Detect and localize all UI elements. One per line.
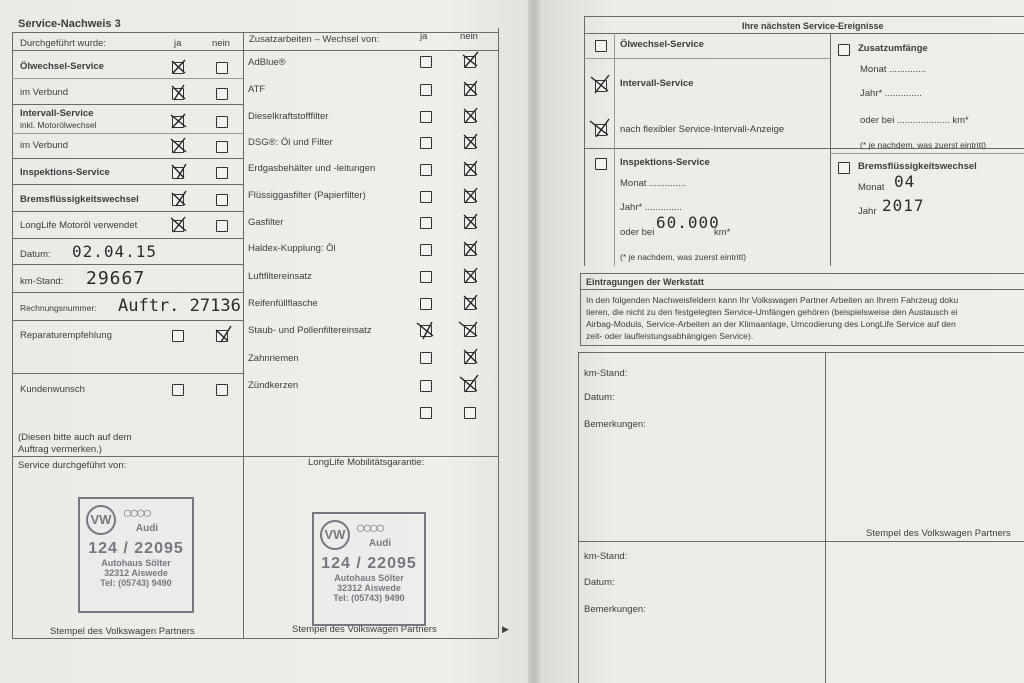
service-inspektion: Inspektions-Service: [20, 167, 110, 178]
checkbox-intervall-ja[interactable]: [172, 116, 184, 128]
checkbox-extra-12-ja[interactable]: [420, 380, 432, 392]
checkbox-zusatz-next[interactable]: [838, 44, 850, 56]
checkbox-extra-3-ja[interactable]: [420, 137, 432, 149]
rechnung-value: Auftr. 27136: [118, 296, 241, 316]
extra-6: Gasfilter: [248, 217, 284, 228]
checkbox-longlife-nein[interactable]: [216, 220, 228, 232]
checkbox-extra-0-ja[interactable]: [420, 56, 432, 68]
checkbox-extra-7-nein[interactable]: [464, 244, 476, 256]
service-brems: Bremsflüssigkeitswechsel: [20, 194, 139, 205]
checkbox-extra-6-nein[interactable]: [464, 217, 476, 229]
zusatz-oder-bei: oder bei .................... km*: [860, 115, 969, 126]
checkbox-oel-verbund-nein[interactable]: [216, 88, 228, 100]
service-oelwechsel: Ölwechsel-Service: [20, 61, 104, 72]
checkbox-extra-3-nein[interactable]: [464, 137, 476, 149]
checkbox-inspektion-ja[interactable]: [172, 167, 184, 179]
checkbox-longlife-ja[interactable]: [172, 220, 184, 232]
vw-logo-icon: VW: [320, 520, 350, 550]
col-header-extras-yes: ja: [420, 31, 428, 42]
checkbox-extra-13-nein[interactable]: [464, 407, 476, 419]
km-label: km-Stand:: [20, 276, 64, 287]
zusatz-nachdem: (* je nachdem, was zuerst eintritt): [860, 140, 987, 150]
checkbox-reparatur-ja[interactable]: [172, 330, 184, 342]
next-flex-label: nach flexibler Service-Intervall-Anzeige: [620, 124, 785, 135]
next-oel-label: Ölwechsel-Service: [620, 39, 704, 50]
arrow-icon: ▶: [502, 624, 509, 634]
col-header-extras-no: nein: [460, 31, 478, 42]
book-gutter: [528, 0, 540, 683]
kundenwunsch-label: Kundenwunsch: [20, 384, 85, 395]
entry1-datum-label: Datum:: [584, 392, 615, 403]
checkbox-intervall-next[interactable]: [595, 80, 607, 92]
checkbox-extra-8-nein[interactable]: [464, 271, 476, 283]
checkbox-extra-11-ja[interactable]: [420, 352, 432, 364]
rechnung-label: Rechnungsnummer:: [20, 303, 97, 313]
checkbox-brems-next[interactable]: [838, 162, 850, 174]
checkbox-brems-ja[interactable]: [172, 194, 184, 206]
checkbox-extra-1-ja[interactable]: [420, 84, 432, 96]
insp-jahr: Jahr* ..............: [620, 202, 682, 213]
dealer-stamp-2: VW ○○○○ Audi 124 / 22095 Autohaus Sölter 32312 Aiswede Tel: (05743) 9490: [312, 512, 426, 626]
checkbox-extra-12-nein[interactable]: [464, 380, 476, 392]
checkbox-extra-4-ja[interactable]: [420, 164, 432, 176]
checkbox-extra-2-nein[interactable]: [464, 111, 476, 123]
werkstatt-text-4: zeit- oder laufleistungsabhängigen Service).: [586, 331, 754, 341]
checkbox-extra-9-ja[interactable]: [420, 298, 432, 310]
next-inspektion-label: Inspektions-Service: [620, 157, 710, 168]
werkstatt-text-1: In den folgenden Nachweisfeldern kann Ihr Volkswagen Partner Arbeiten an Ihrem Fahrzeug doku: [586, 295, 959, 305]
brems-monat-value: 04: [894, 172, 916, 191]
extra-11: Zahnriemen: [248, 353, 299, 364]
extra-3: DSG®: Öl und Filter: [248, 137, 333, 148]
checkbox-extra-1-nein[interactable]: [464, 84, 476, 96]
page-title: Service-Nachweis 3: [18, 18, 121, 30]
extra-0: AdBlue®: [248, 57, 286, 68]
werkstatt-text-2: tieren, die nicht zu den festgelegten Service-Umfängen gehören (beispielsweise den Austausch ei: [586, 307, 958, 317]
next-brems-label: Bremsflüssigkeitswechsel: [858, 161, 977, 172]
datum-label: Datum:: [20, 249, 51, 260]
insp-nachdem: (* je nachdem, was zuerst eintritt): [620, 252, 747, 262]
extra-9: Reifenfüllflasche: [248, 298, 318, 309]
service-intervall-verbund: im Verbund: [20, 140, 69, 151]
brems-jahr-value: 2017: [882, 196, 925, 215]
checkbox-reparatur-nein[interactable]: [216, 330, 228, 342]
checkbox-extra-5-ja[interactable]: [420, 191, 432, 203]
audi-rings-icon: ○○○○: [355, 520, 383, 537]
checkbox-inspektion-nein[interactable]: [216, 167, 228, 179]
service-longlife: LongLife Motoröl verwendet: [20, 220, 138, 231]
entry1-stempel-label: Stempel des Volkswagen Partners: [866, 528, 1011, 539]
checkbox-extra-10-nein[interactable]: [464, 325, 476, 337]
extra-12: Zündkerzen: [248, 380, 299, 391]
durchgefuehrt-label: Service durchgeführt von:: [18, 460, 127, 471]
insp-monat: Monat ..............: [620, 178, 686, 189]
checkbox-extra-9-nein[interactable]: [464, 298, 476, 310]
mobil-label: LongLife Mobilitätsgarantie:: [308, 457, 425, 468]
entry2-bemerkungen-label: Bemerkungen:: [584, 604, 646, 615]
extra-8: Luftfiltereinsatz: [248, 271, 312, 282]
checkbox-intervall-verbund-ja[interactable]: [172, 141, 184, 153]
stempel-label-1: Stempel des Volkswagen Partners: [50, 626, 195, 637]
col-header-extras: Zusatzarbeiten – Wechsel von:: [249, 34, 380, 45]
checkbox-kundenwunsch-nein[interactable]: [216, 384, 228, 396]
extra-5: Flüssiggasfilter (Papierfilter): [248, 190, 366, 201]
extra-10: Staub- und Pollenfiltereinsatz: [248, 325, 372, 336]
zusatz-jahr: Jahr* ..............: [860, 88, 922, 99]
checkbox-inspektion-next[interactable]: [595, 158, 607, 170]
entry1-bemerkungen-label: Bemerkungen:: [584, 419, 646, 430]
checkbox-oel-ja[interactable]: [172, 62, 184, 74]
checkbox-oel-nein[interactable]: [216, 62, 228, 74]
werkstatt-title: Eintragungen der Werkstatt: [586, 277, 704, 287]
checkbox-extra-2-ja[interactable]: [420, 111, 432, 123]
checkbox-extra-4-nein[interactable]: [464, 164, 476, 176]
checkbox-oel-next[interactable]: [595, 40, 607, 52]
extra-1: ATF: [248, 84, 266, 95]
next-events-header: Ihre nächsten Service-Ereignisse: [742, 21, 884, 31]
hinweis-line1: (Diesen bitte auch auf dem: [18, 432, 132, 443]
reparatur-label: Reparaturempfehlung: [20, 330, 112, 341]
vw-logo-icon: VW: [86, 505, 116, 535]
checkbox-flex-next[interactable]: [595, 124, 607, 136]
dealer-stamp-1: VW ○○○○ Audi 124 / 22095 Autohaus Sölter 32312 Aiswede Tel: (05743) 9490: [78, 497, 194, 613]
checkbox-extra-0-nein[interactable]: [464, 56, 476, 68]
checkbox-extra-13-ja[interactable]: [420, 407, 432, 419]
checkbox-extra-8-ja[interactable]: [420, 271, 432, 283]
service-oel-verbund: im Verbund: [20, 87, 69, 98]
checkbox-kundenwunsch-ja[interactable]: [172, 384, 184, 396]
extra-4: Erdgasbehälter und -leitungen: [248, 163, 376, 174]
zusatz-monat: Monat ..............: [860, 64, 926, 75]
checkbox-extra-6-ja[interactable]: [420, 217, 432, 229]
werkstatt-text-3: Airbag-Moduls, Service-Arbeiten an der Klimaanlage, Umcodierung des LongLife Service auf den: [586, 319, 956, 329]
insp-oder-bei: oder bei: [620, 227, 655, 238]
checkbox-brems-nein[interactable]: [216, 194, 228, 206]
col-header-yes: ja: [174, 38, 182, 49]
insp-km-unit: km*: [714, 227, 731, 238]
entry1-km-label: km-Stand:: [584, 368, 628, 379]
insp-km-value: 60.000: [656, 213, 720, 232]
checkbox-oel-verbund-ja[interactable]: [172, 88, 184, 100]
km-value: 29667: [86, 268, 146, 289]
checkbox-extra-10-ja[interactable]: [420, 325, 432, 337]
checkbox-intervall-verbund-nein[interactable]: [216, 141, 228, 153]
checkbox-intervall-nein[interactable]: [216, 116, 228, 128]
next-zusatz-label: Zusatzumfänge: [858, 43, 928, 54]
col-header-no: nein: [212, 38, 230, 49]
next-intervall-label: Intervall-Service: [620, 78, 694, 89]
checkbox-extra-7-ja[interactable]: [420, 244, 432, 256]
brems-monat-label: Monat: [858, 182, 885, 193]
right-page: [540, 0, 1024, 683]
stempel-label-2: Stempel des Volkswagen Partners: [292, 624, 437, 635]
checkbox-extra-11-nein[interactable]: [464, 352, 476, 364]
extra-7: Haldex-Kupplung: Öl: [248, 243, 336, 254]
col-header-performed: Durchgeführt wurde:: [20, 38, 107, 49]
entry2-km-label: km-Stand:: [584, 551, 628, 562]
checkbox-extra-5-nein[interactable]: [464, 191, 476, 203]
brems-jahr-label: Jahr: [858, 206, 877, 217]
audi-rings-icon: ○○○○: [122, 505, 150, 522]
service-intervall-sub: inkl. Motorölwechsel: [20, 120, 97, 130]
extra-2: Dieselkraftstofffilter: [248, 111, 329, 122]
entry2-datum-label: Datum:: [584, 577, 615, 588]
datum-value: 02.04.15: [72, 242, 158, 261]
service-intervall: Intervall-Service: [20, 108, 94, 119]
hinweis-line2: Auftrag vermerken.): [18, 444, 102, 455]
